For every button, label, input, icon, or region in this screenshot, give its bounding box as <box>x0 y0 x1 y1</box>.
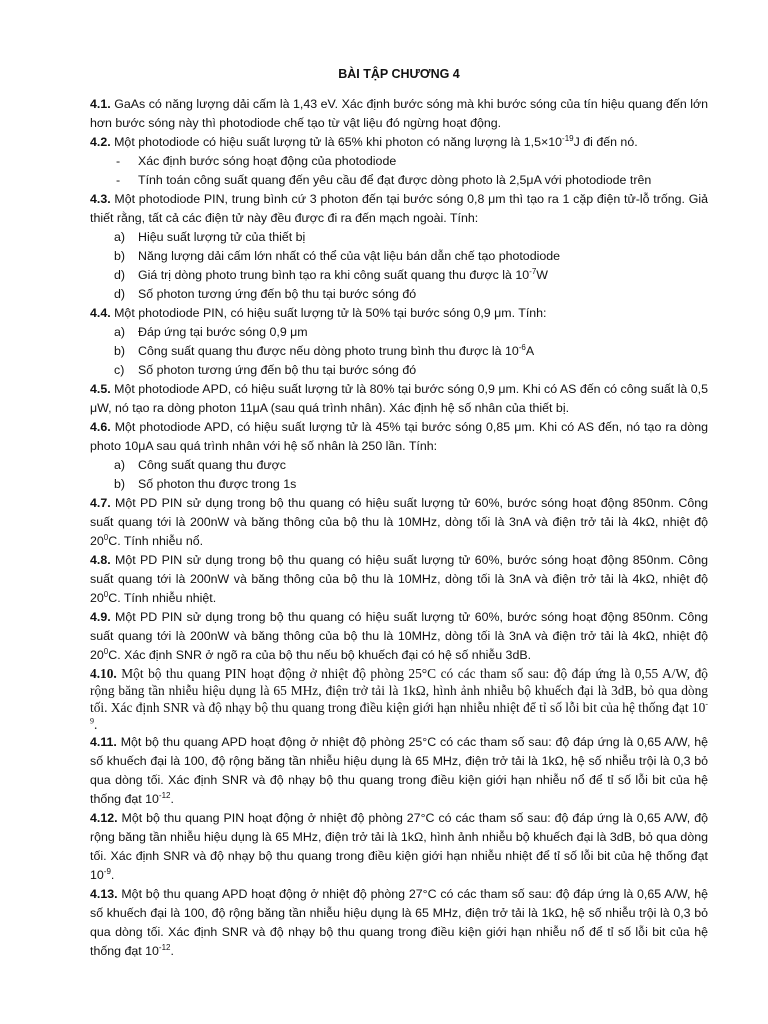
exercise-4-3 <box>90 190 708 228</box>
list-item-text: Công suất quang thu được <box>138 458 286 472</box>
exercise-text: C. Xác định SNR ở ngõ ra của bộ thu nếu bộ khuếch đại có hệ số nhiễu 3dB. <box>108 648 532 662</box>
exercise-number: 4.8. <box>90 553 111 567</box>
exercise-number: 4.6. <box>90 420 111 434</box>
exponent: -9 <box>103 866 111 876</box>
exercise-4-10 <box>90 665 708 733</box>
exercise-number: 4.11. <box>90 735 117 749</box>
exercise-number: 4.3. <box>90 192 111 206</box>
exercise-text: Một photodiode PIN, có hiệu suất lượng tử là 50% tại bước sóng 0,9 μm. Tính: <box>110 306 547 320</box>
exponent: -6 <box>518 342 526 352</box>
exercise-number: 4.5. <box>90 382 111 396</box>
exercise-number: 4.1. <box>90 97 111 111</box>
exercise-number: 4.7. <box>90 496 111 510</box>
exercise-text: Một bộ thu quang PIN hoạt động ở nhiệt độ phòng 27°C có các tham số sau: độ đáp ứng là 0,65 A/W, độ rộng băng tần nhiễu hiệu dụng là 65 MHz, điện trở tải là 1kΩ, hình ảnh nhiễu bộ khuếch đại là 3dB, bỏ qua dòng tối. Xác định SNR và độ nhạy bộ thu quang trong điều kiện giới hạn nhiễu nhiệt để tỉ số lỗi bit của hệ thống đạt 10 <box>90 811 708 882</box>
list-item-text: A <box>525 344 535 358</box>
list-item <box>90 266 708 285</box>
exercise-text: . <box>110 868 115 882</box>
exponent: 0 <box>103 646 109 656</box>
list-marker: a) <box>114 230 126 244</box>
exponent: -9 <box>90 699 708 726</box>
exercise-text: Một photodiode APD, có hiệu suất lượng tử là 80% tại bước sóng 0,9 μm. Khi có AS đến có công suất là 0,5 μW, nó tạo ra dòng photon 11μA (sau quá trình nhân). Xác định hệ số nhân của thiết bị. <box>90 382 708 415</box>
list-item-text: Tính toán công suất quang đến yêu cầu để đạt được dòng photo là 2,5μA với photodiode trên <box>138 173 652 187</box>
list-item-text: Số photon tương ứng đến bộ thu tại bước sóng đó <box>138 287 417 301</box>
list-marker: d) <box>114 268 126 282</box>
exercise-text: C. Tính nhiễu nổ. <box>108 534 204 548</box>
exercise-4-11 <box>90 733 708 809</box>
exponent: -12 <box>158 790 171 800</box>
exercise-number: 4.4. <box>90 306 111 320</box>
list-marker: c) <box>114 363 125 377</box>
exercise-text: Một PD PIN sử dụng trong bộ thu quang có hiệu suất lượng tử 60%, bước sóng hoạt động 850nm. Công suất quang tới là 200nW và băng thông của bộ thu là 10MHz, dòng tối là 3nA và điện trở tải là 4kΩ, nhiệt độ 20 <box>90 553 708 605</box>
exponent: -12 <box>158 942 171 952</box>
list-item-text: Đáp ứng tại bước sóng 0,9 μm <box>138 325 308 339</box>
list-item <box>90 323 708 342</box>
exercise-4-6-list <box>90 456 708 494</box>
exercise-4-13 <box>90 885 708 961</box>
list-item <box>90 247 708 266</box>
exercise-text: . <box>170 944 174 958</box>
list-item <box>90 361 708 380</box>
list-marker: - <box>116 173 121 187</box>
exercise-4-4 <box>90 304 708 323</box>
exercise-text: Một bộ thu quang APD hoạt động ở nhiệt độ phòng 27°C có các tham số sau: độ đáp ứng là 0,65 A/W, hệ số khuếch đại là 100, độ rộng băng tần nhiễu hiệu dụng là 65 MHz, điện trở tải là 1kΩ, hệ số nhiễu trội là 0,3 bỏ qua dòng tối. Xác định SNR và độ nhạy bộ thu quang trong điều kiện giới hạn nhiễu nổ để tỉ số lỗi bit của hệ thống đạt 10 <box>90 887 708 958</box>
exercise-text: Một photodiode PIN, trung bình cứ 3 photon đến tại bước sóng 0,8 μm thì tạo ra 1 cặp điện tử-lỗ trống. Giả thiết rằng, tất cả các điện tử này đều được đi ra đến mạch ngoài. Tính: <box>90 192 708 225</box>
page-title: BÀI TẬP CHƯƠNG 4 <box>338 67 460 81</box>
exercise-4-9 <box>90 608 708 665</box>
list-item-text: Số photon tương ứng đến bộ thu tại bước sóng đó <box>138 363 417 377</box>
exercise-text: GaAs có năng lượng dải cấm là 1,43 eV. Xác định bước sóng mà khi bước sóng của tín hiệu quang đến lớn hơn bước sóng này thì photodiode chế tạo từ vật liệu đó ngừng hoạt động. <box>90 97 708 130</box>
list-item <box>90 285 708 304</box>
exercise-number: 4.12. <box>90 811 118 825</box>
exercise-text: Một photodiode có hiệu suất lượng tử là 65% khi photon có năng lượng là 1,5×10 <box>110 135 563 149</box>
list-item-text: Năng lượng dải cấm lớn nhất có thể của vật liệu bán dẫn chế tạo photodiode <box>138 249 561 263</box>
list-marker: a) <box>114 458 126 472</box>
list-marker: a) <box>114 325 126 339</box>
exercise-text: . <box>170 792 174 806</box>
exercise-text: . <box>94 717 98 732</box>
exercise-text: Một bộ thu quang APD hoạt động ở nhiệt độ phòng 25°C có các tham số sau: độ đáp ứng là 0,65 A/W, hệ số khuếch đại là 100, độ rộng băng tần nhiễu hiệu dụng là 65 MHz, điện trở tải là 1kΩ, hệ số nhiễu trội là 0,3 bỏ qua dòng tối. Xác định SNR và độ nhạy bộ thu quang trong điều kiện giới hạn nhiễu nổ để tỉ số lỗi bit của hệ thống đạt 10 <box>90 735 708 806</box>
list-marker: b) <box>114 477 126 491</box>
list-item <box>90 171 708 190</box>
exercise-4-8 <box>90 551 708 608</box>
exercise-text: Một PD PIN sử dụng trong bộ thu quang có hiệu suất lượng tử 60%, bước sóng hoạt động 850nm. Công suất quang tới là 200nW và băng thông của bộ thu là 10MHz, dòng tối là 3nA và điện trở tải là 4kΩ, nhiệt độ 20 <box>90 496 708 548</box>
list-item <box>90 456 708 475</box>
exercise-text: Một PD PIN sử dụng trong bộ thu quang có hiệu suất lượng tử 60%, bước sóng hoạt động 850nm. Công suất quang tới là 200nW và băng thông của bộ thu là 10MHz, dòng tối là 3nA và điện trở tải là 4kΩ, nhiệt độ 20 <box>90 610 708 662</box>
list-item <box>90 475 708 494</box>
exercise-4-12 <box>90 809 708 885</box>
exercise-number: 4.2. <box>90 135 111 149</box>
exercise-4-2-list <box>90 152 708 190</box>
list-item <box>90 152 708 171</box>
exercise-number: 4.9. <box>90 610 111 624</box>
list-item-text: Số photon thu được trong 1s <box>138 477 297 491</box>
exercise-number: 4.10. <box>90 666 117 681</box>
list-item-text: Hiệu suất lượng tử của thiết bị <box>138 230 306 244</box>
exponent: -19 <box>562 133 574 143</box>
list-marker: b) <box>114 344 126 358</box>
list-item-text: Giá trị dòng photo trung bình tạo ra khi công suất quang thu được là 10 <box>138 268 530 282</box>
exponent: 0 <box>103 532 109 542</box>
exponent: -7 <box>529 266 537 276</box>
exercise-4-3-list <box>90 228 708 304</box>
exercise-4-5 <box>90 380 708 418</box>
exponent: 0 <box>103 589 109 599</box>
list-marker: - <box>116 154 121 168</box>
exercise-text: C. Tính nhiễu nhiệt. <box>108 591 217 605</box>
exercise-4-6 <box>90 418 708 456</box>
exercise-4-7 <box>90 494 708 551</box>
exercise-4-2 <box>90 133 708 152</box>
list-marker: d) <box>114 287 126 301</box>
list-item-text: Công suất quang thu được nếu dòng photo trung bình thu được là 10 <box>138 344 519 358</box>
exercise-4-1 <box>90 95 708 133</box>
exercise-text: Một bộ thu quang PIN hoạt động ở nhiệt độ phòng 25°C có các tham số sau: độ đáp ứng là 0,55 A/W, độ rộng băng tần nhiễu hiệu dụng là 65 MHz, điện trở tải là 1kΩ, hình ảnh nhiễu bộ khuếch đại là 3dB, bỏ qua dòng tối. Xác định SNR và độ nhạy bộ thu quang trong điều kiện giới hạn nhiễu nhiệt để tỉ số lỗi bit của hệ thống đạt 10 <box>90 666 708 715</box>
list-item <box>90 342 708 361</box>
exercise-4-4-list <box>90 323 708 380</box>
list-item-text: Xác định bước sóng hoạt động của photodiode <box>138 154 397 168</box>
exercise-text: Một photodiode APD, có hiệu suất lượng tử là 45% tại bước sóng 0,85 μm. Khi có AS đến, nó tạo ra dòng photo 10μA sau quá trình nhân với hệ số nhân là 250 lần. Tính: <box>90 420 708 453</box>
exercise-number: 4.13. <box>90 887 118 901</box>
exercise-text: J đi đến nó. <box>573 135 638 149</box>
list-item <box>90 228 708 247</box>
list-marker: b) <box>114 249 126 263</box>
list-item-text: W <box>536 268 548 282</box>
